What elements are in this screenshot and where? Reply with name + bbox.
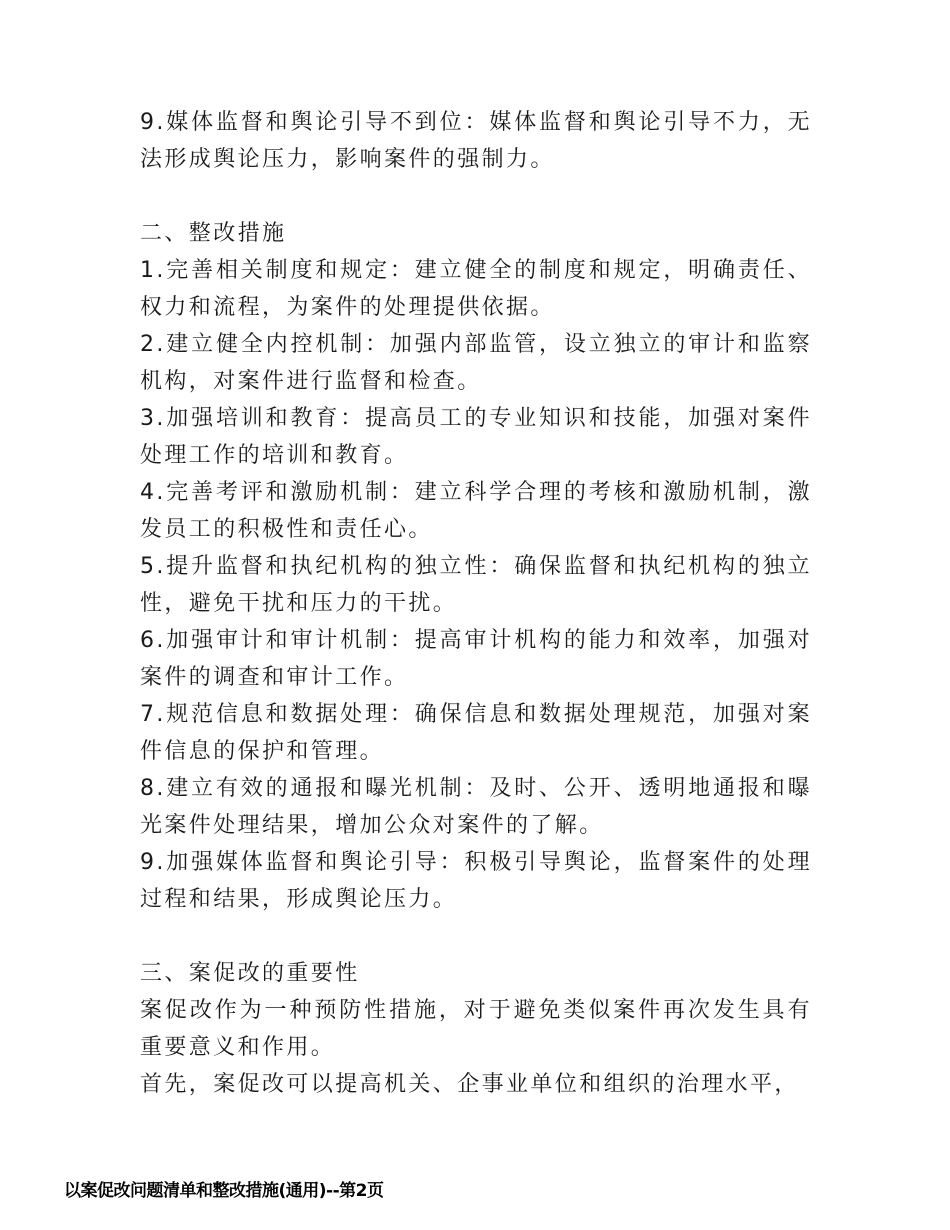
paragraph-media-issue: 9.媒体监督和舆论引导不到位：媒体监督和舆论引导不力，无法形成舆论压力，影响案件的强制力。 (140, 110, 812, 172)
document-body (140, 104, 812, 1103)
section-heading-rectification: 二、整改措施 (140, 221, 287, 246)
measure-item-5: 5.提升监督和执纪机构的独立性：确保监督和执纪机构的独立性，避免干扰和压力的干扰。 (140, 554, 812, 616)
measure-item-2: 2.建立健全内控机制：加强内部监管，设立独立的审计和监察机构，对案件进行监督和检查。 (140, 332, 812, 394)
measure-item-1: 1.完善相关制度和规定：建立健全的制度和规定，明确责任、权力和流程，为案件的处理提供依据。 (140, 258, 812, 320)
measure-item-4: 4.完善考评和激励机制：建立科学合理的考核和激励机制，激发员工的积极性和责任心。 (140, 480, 812, 542)
measure-item-3: 3.加强培训和教育：提高员工的专业知识和技能，加强对案件处理工作的培训和教育。 (140, 406, 812, 468)
section-heading-importance: 三、案促改的重要性 (140, 961, 360, 986)
measure-item-7: 7.规范信息和数据处理：确保信息和数据处理规范，加强对案件信息的保护和管理。 (140, 702, 812, 764)
page-footer: 以案促改问题清单和整改措施(通用)--第2页 (64, 1181, 384, 1201)
paragraph-spacer (140, 178, 812, 215)
importance-paragraph-first: 首先，案促改可以提高机关、企事业单位和组织的治理水平， (140, 1072, 799, 1097)
measure-item-6: 6.加强审计和审计机制：提高审计机构的能力和效率，加强对案件的调查和审计工作。 (140, 628, 812, 690)
measure-item-9: 9.加强媒体监督和舆论引导：积极引导舆论，监督案件的处理过程和结果，形成舆论压力。 (140, 850, 812, 912)
measure-item-8: 8.建立有效的通报和曝光机制：及时、公开、透明地通报和曝光案件处理结果，增加公众对案件的了解。 (140, 776, 812, 838)
paragraph-spacer (140, 918, 812, 955)
importance-paragraph: 案促改作为一种预防性措施，对于避免类似案件再次发生具有重要意义和作用。 (140, 998, 812, 1060)
